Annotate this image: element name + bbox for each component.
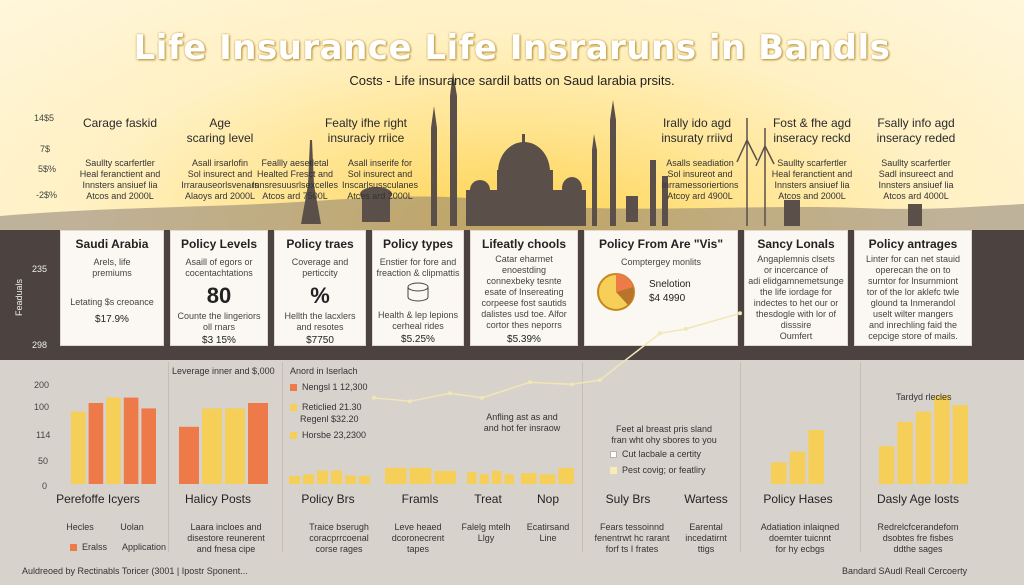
pie-value: $4 4990 xyxy=(649,293,686,304)
legend-label: Regenl $32.20 xyxy=(300,414,359,424)
card-big-number: % xyxy=(310,283,330,308)
bottom-note: Earental incedatirnt ttigs xyxy=(685,522,727,554)
legend-label: Nengsl 1 12,300 xyxy=(302,382,368,392)
bar xyxy=(492,471,502,484)
bar xyxy=(106,398,121,484)
top-axis-tick: 14$5 xyxy=(34,113,55,123)
top-block-heading: Irally ido agd xyxy=(662,116,732,130)
bottom-note: Fears tessoinnd fenentrwt hc rarant forf ts I frates xyxy=(594,522,670,554)
bar xyxy=(808,430,824,484)
top-axis-tick: -2$% xyxy=(36,190,58,200)
legend-label: Reticlied 21.30 xyxy=(302,402,362,412)
card-text: Arels, life premiums xyxy=(92,257,132,278)
bottom-note: Ecatirsand Line xyxy=(526,522,570,543)
bar xyxy=(410,468,432,484)
bar xyxy=(879,446,894,484)
legend-entry xyxy=(610,465,706,475)
top-block-text: Saullty scarfertler Sadl insureect and Innsters ansiuef lia Atcos ard 4000L xyxy=(878,158,954,201)
bar xyxy=(71,412,86,484)
card-heading: Policy traes xyxy=(286,237,354,251)
bar xyxy=(953,405,968,484)
bottom-note: Traice bserugh coracprrcoenal corse rages xyxy=(309,522,369,554)
pie-label: Snelotion xyxy=(649,279,691,290)
category-label: Perefoffe Icyers xyxy=(56,492,140,506)
bottom-note: Hecles xyxy=(66,522,94,532)
chart-note: Feet al breast pris sland fran wht ohy sbores to you xyxy=(611,424,717,445)
bar xyxy=(385,468,407,484)
bar xyxy=(89,403,104,484)
footer-source: Bandard SAudl Reall Cercoerty xyxy=(842,566,968,576)
legend-label: Pest covig; or featliry xyxy=(622,465,706,475)
legend-swatch xyxy=(290,404,297,411)
bar xyxy=(558,468,574,484)
category-label: Suly Brs xyxy=(605,492,651,506)
top-block-heading: Fsally info agd xyxy=(877,116,955,130)
card-text: Enstier for fore and freaction & clipmattis xyxy=(376,257,460,278)
bar xyxy=(317,471,328,485)
band-axis-tick: 235 xyxy=(32,264,48,274)
lower-axis-tick: 200 xyxy=(34,380,50,390)
bar xyxy=(934,395,949,484)
card-text: Asaill of egors or cocentachtations xyxy=(185,257,253,278)
trend-point xyxy=(684,327,688,331)
card-text: Health & lep lepions cerheal rides xyxy=(377,310,459,331)
card-value: $17.9% xyxy=(95,314,129,325)
card-value: $3 15% xyxy=(202,335,236,346)
top-block-text: Asall irsarlofin Sol insurect and Irrarauseorlsvenars Alaoys ard 2000L xyxy=(181,158,259,201)
top-block-text: Feallly aesetletal Healted Fresct and Innsresuusrlsexcelles Atcos ard 7500L xyxy=(251,158,339,201)
top-block-text: Asall inserife for Sol insurect and Inscarlsussculanes Atces ard 2000L xyxy=(341,158,419,201)
bar xyxy=(248,403,268,484)
page-subtitle: Costs - Life insurance sardil batts on Saud larabia prsits. xyxy=(349,73,675,88)
card-text: Coverage and perticcity xyxy=(291,257,349,278)
legend-entry xyxy=(610,449,701,459)
trend-point xyxy=(658,331,662,335)
legend-entry xyxy=(70,542,107,552)
chart-subtitle: Anord in Iserlach xyxy=(290,366,358,376)
legend-label: Cut lacbale a certity xyxy=(622,449,702,459)
top-block-heading: Fealty ifhe right xyxy=(324,116,408,130)
bar xyxy=(331,471,342,485)
bar xyxy=(480,474,490,484)
card-text: Comptergey monlits xyxy=(620,257,702,267)
bottom-note: Redrelcfcerandefom dsobtes fre fisbes ddthe sages xyxy=(877,522,959,554)
trend-point xyxy=(480,396,484,400)
card-value: $5.39% xyxy=(507,334,541,345)
category-label: Policy Brs xyxy=(301,492,355,506)
bar xyxy=(289,476,300,484)
top-block-text: Saullty scarfertler Heal feranctient and Innsters ansiuef lia Atcos and 2000L xyxy=(79,158,161,201)
category-label: Treat xyxy=(474,492,502,506)
band-axis-tick: 298 xyxy=(32,340,48,350)
top-block-subheading: scaring level xyxy=(186,131,254,145)
bar xyxy=(345,475,356,484)
legend-label: Eralss xyxy=(82,542,108,552)
lower-axis-tick: 100 xyxy=(34,402,50,412)
card-text: Letating $s creoance xyxy=(70,297,154,307)
top-block-heading: Age xyxy=(209,116,231,130)
lower-axis-tick: 0 xyxy=(42,481,48,491)
top-block-subheading: insuraty rriivd xyxy=(661,131,733,145)
category-label: Halicy Posts xyxy=(184,492,252,506)
lower-axis-tick: 50 xyxy=(38,456,49,466)
chart-subtitle: Leverage inner and $,000 xyxy=(172,366,275,376)
card-text: Catar eharmet enoestding connexbeky tesnte esate of Insereating corpeese fost sautids dalistes usd toe. Alfor cortor thes neporrs xyxy=(481,254,567,330)
trend-point xyxy=(738,311,742,315)
card-text: Counte the lingeriors oll rnars xyxy=(177,311,261,332)
bar xyxy=(897,422,912,484)
top-axis-tick: 7$ xyxy=(40,144,51,154)
legend-swatch xyxy=(610,467,617,474)
card-value: $7750 xyxy=(306,335,334,346)
bottom-note: Adatiation inlaiqned doemter tuicnnt for hy ecbgs xyxy=(760,522,840,554)
top-block-subheading: inseracy reckd xyxy=(773,131,851,145)
trend-line xyxy=(374,313,740,401)
top-block-heading: Carage faskid xyxy=(82,116,158,130)
card-value: $5.25% xyxy=(401,334,435,345)
top-block-heading: Fost & fhe agd xyxy=(772,116,852,130)
bar xyxy=(540,474,556,484)
card-text: Hellth the lacxlers and resotes xyxy=(284,311,356,332)
card-heading: Sancy Lonals xyxy=(757,237,835,251)
category-label: Framls xyxy=(401,492,439,506)
bottom-note: Uolan xyxy=(120,522,144,532)
bar xyxy=(179,427,199,484)
top-block-text: Saullty scarfertler Heal feranctient and Innsters ansiuef lia Atcos and 2000L xyxy=(771,158,853,201)
trend-point xyxy=(570,382,574,386)
bottom-note: Falelg mtelh Llgy xyxy=(461,522,511,543)
top-block-subheading: insuraciy rriice xyxy=(327,131,405,145)
legend-entry xyxy=(300,414,359,424)
card-text: Linter for can net stauid operecan the on to surntor for lnsurnmiont tor of the lor aklefc twle glound ta Inmerandol uselt wilter mangers and inrechling faid the cepcige store of mails. xyxy=(865,254,961,341)
trend-point xyxy=(598,378,602,382)
trend-point xyxy=(448,391,452,395)
top-block-text: Asalls seadiation Sol insureot and Inrramessoriertions Atcoy ard 4900L xyxy=(661,158,739,201)
card-text: Angaplemnis clsets or incercance of adi elidgamnemetsunge the life iordage for indectes to het our or thesdogle with lor of disssire Oumfert xyxy=(748,254,844,341)
bar xyxy=(521,473,537,484)
card-heading: Saudi Arabia xyxy=(75,237,149,251)
legend-entry xyxy=(290,382,368,392)
bar xyxy=(467,472,477,484)
card-heading: Policy Levels xyxy=(180,237,258,251)
bar xyxy=(202,408,222,484)
bottom-note: Leve heaed dcoronecrent tapes xyxy=(391,522,445,554)
trend-point xyxy=(528,380,532,384)
legend-entry xyxy=(290,430,366,440)
footer-credit: Auldreoed by Rectinabls Toricer (3001 | Ipostr Sponent... xyxy=(22,566,248,576)
top-axis-tick: 5$% xyxy=(38,164,57,174)
trend-point xyxy=(408,399,412,403)
card-heading: Policy antrages xyxy=(868,237,958,251)
bar xyxy=(771,462,787,484)
card-heading: Lifeatly chools xyxy=(481,237,567,251)
bar xyxy=(434,471,456,484)
category-label: Wartess xyxy=(684,492,728,506)
band-axis-label: Feaduals xyxy=(14,278,24,316)
legend-swatch xyxy=(70,544,77,551)
trend-point xyxy=(372,396,376,400)
bar xyxy=(303,474,314,484)
bar xyxy=(225,408,245,484)
card-big-number: 80 xyxy=(206,283,232,308)
card-heading: Policy types xyxy=(382,237,454,251)
page-title: Life Insurance Life Insraruns in Bandls xyxy=(133,28,891,68)
lower-axis-tick: 114 xyxy=(36,430,51,440)
bar xyxy=(790,452,806,484)
category-label: Policy Hases xyxy=(763,492,833,506)
category-label: Nop xyxy=(536,492,559,506)
legend-entry xyxy=(290,402,362,412)
bar xyxy=(505,474,515,484)
bar xyxy=(359,476,370,484)
legend-label: Application xyxy=(122,542,167,552)
card-heading: Policy From Are "Vis" xyxy=(598,237,724,251)
chart-note: Tardyd rlecles xyxy=(896,392,952,402)
legend-label: Horsbe 23,2300 xyxy=(302,430,367,440)
bar xyxy=(124,398,139,484)
bar xyxy=(141,408,156,484)
legend-swatch xyxy=(290,384,297,391)
chart-note: Anfling ast as and and hot fer insraow xyxy=(483,412,561,433)
bar xyxy=(916,412,931,484)
top-block-subheading: inseracy reded xyxy=(876,131,956,145)
category-label: Dasly Age losts xyxy=(876,492,960,506)
legend-swatch xyxy=(290,432,297,439)
bottom-note: Laara incloes and disestore reunerent and fnesa cipe xyxy=(187,522,265,554)
legend-swatch xyxy=(610,451,617,458)
